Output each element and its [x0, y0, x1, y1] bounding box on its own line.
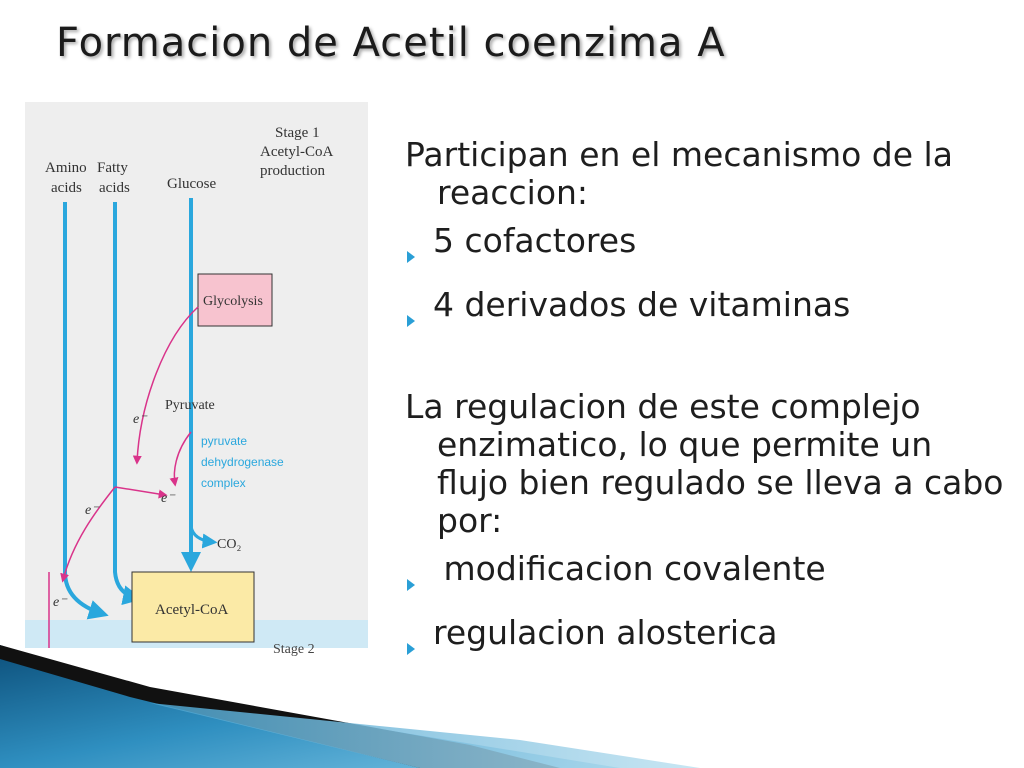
pyruvate-label: Pyruvate: [165, 398, 215, 413]
electron-label-3: e⁻: [85, 503, 99, 518]
fatty-acids-label-line1: Fatty: [97, 160, 128, 176]
pdh-label-line2: dehydrogenase: [201, 455, 284, 469]
electron-arrow-pdh: [174, 432, 191, 484]
pdh-label-line1: pyruvate: [201, 434, 248, 448]
stage1-heading-line3: production: [260, 163, 325, 179]
co2-label: CO₂: [217, 537, 242, 552]
pdh-label-line3: complex: [201, 476, 246, 490]
bullet-text: 4 derivados de vitaminas: [433, 285, 851, 324]
stage1-heading-line1: Stage 1: [275, 125, 320, 141]
regulation-text: La regulacion de este complejo enzimatico, lo que permite un flujo bien regulado se lleva a cabo por:: [405, 387, 1004, 540]
electron-arrow-fatty: [115, 487, 165, 495]
electron-arrow-amino: [63, 487, 115, 580]
bullet-text: modificacion covalente: [433, 549, 826, 588]
amino-acids-label-line2: acids: [51, 180, 82, 196]
bullet-item: [405, 222, 1005, 272]
fatty-acids-label-line2: acids: [99, 180, 130, 196]
slide-body: [405, 136, 1005, 678]
glycolysis-label: Glycolysis: [203, 294, 263, 309]
stage2-label: Stage 2: [273, 642, 315, 657]
bullet-text: 5 cofactores: [433, 221, 637, 260]
intro-text: Participan en el mecanismo de la reaccion:: [405, 135, 953, 212]
bullet-text: regulacion alosterica: [433, 613, 778, 652]
triangle-bullet-icon: [405, 550, 433, 600]
slide-title: Formacion de Acetil coenzima A: [56, 20, 726, 66]
amino-acids-label-line1: Amino: [45, 160, 87, 176]
electron-label-4: e⁻: [53, 595, 67, 610]
amino-acids-arrow: [65, 202, 103, 614]
acetyl-coa-label: Acetyl-CoA: [155, 602, 229, 618]
acetyl-coa-pathway-diagram: [25, 102, 368, 657]
bullet-item: [405, 286, 1005, 336]
stage1-heading-line2: Acetyl-CoA: [260, 144, 334, 160]
fatty-acids-arrow: [115, 202, 137, 598]
co2-arrow: [191, 526, 213, 542]
glucose-label: Glucose: [167, 176, 217, 192]
electron-label-2: e⁻: [161, 491, 175, 506]
footer-decoration: [0, 645, 1024, 768]
bullet-item: [405, 550, 1005, 600]
triangle-bullet-icon: [405, 222, 433, 272]
electron-label-1: e⁻: [133, 412, 147, 427]
electron-arrow-glycolysis: [137, 307, 198, 462]
triangle-bullet-icon: [405, 286, 433, 336]
